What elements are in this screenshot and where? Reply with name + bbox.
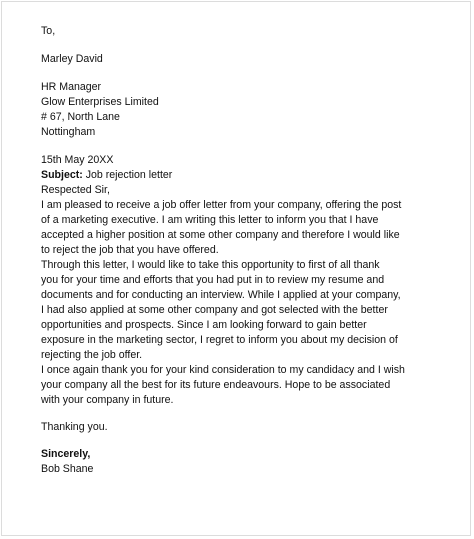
paragraph-line: you for your time and efforts that you had put in to review my resume and (41, 274, 385, 286)
paragraph-line: opportunities and prospects. Since I am looking forward to gain better (41, 319, 367, 331)
paragraph-line: Through this letter, I would like to take this opportunity to first of all thank (41, 259, 380, 271)
subject-line (41, 168, 441, 183)
letter-date: 15th May 20XX (41, 154, 114, 166)
paragraph-line: I am pleased to receive a job offer letter from your company, offering the post (41, 199, 402, 211)
paragraph-2 (41, 258, 441, 363)
paragraph-line: of a marketing executive. I am writing this letter to inform you that I have (41, 214, 379, 226)
paragraph-1 (41, 198, 441, 258)
paragraph-line: with your company in future. (41, 394, 174, 406)
paragraph-line: to reject the job that you have offered. (41, 244, 219, 256)
paragraph-line: I once again thank you for your kind consideration to my candidacy and I wish (41, 364, 405, 376)
city: Nottingham (41, 126, 96, 138)
paragraph-line: accepted a higher position at some other company and therefore I would like (41, 229, 400, 241)
closing: Sincerely, (41, 448, 91, 460)
salutation-to: To, (41, 25, 56, 37)
paragraph-line: exposure in the marketing sector, I regret to inform you about my decision of (41, 334, 398, 346)
paragraph-line: your company all the best for its future endeavours. Hope to be associated (41, 379, 391, 391)
paragraph-line: I had also applied at some other company and got selected with the better (41, 304, 388, 316)
signature-name: Bob Shane (41, 463, 94, 475)
company-name: Glow Enterprises Limited (41, 96, 159, 108)
letter-body (41, 24, 441, 477)
subject-label: Subject: (41, 169, 83, 181)
recipient-title: HR Manager (41, 81, 102, 93)
thanks-line: Thanking you. (41, 421, 108, 433)
address-line: # 67, North Lane (41, 111, 120, 123)
subject-text: Job rejection letter (82, 169, 173, 181)
greeting: Respected Sir, (41, 184, 110, 196)
recipient-name: Marley David (41, 53, 103, 65)
paragraph-3 (41, 363, 441, 408)
paragraph-line: documents and for conducting an interview. While I applied at your company, (41, 289, 401, 301)
paragraph-line: rejecting the job offer. (41, 349, 143, 361)
